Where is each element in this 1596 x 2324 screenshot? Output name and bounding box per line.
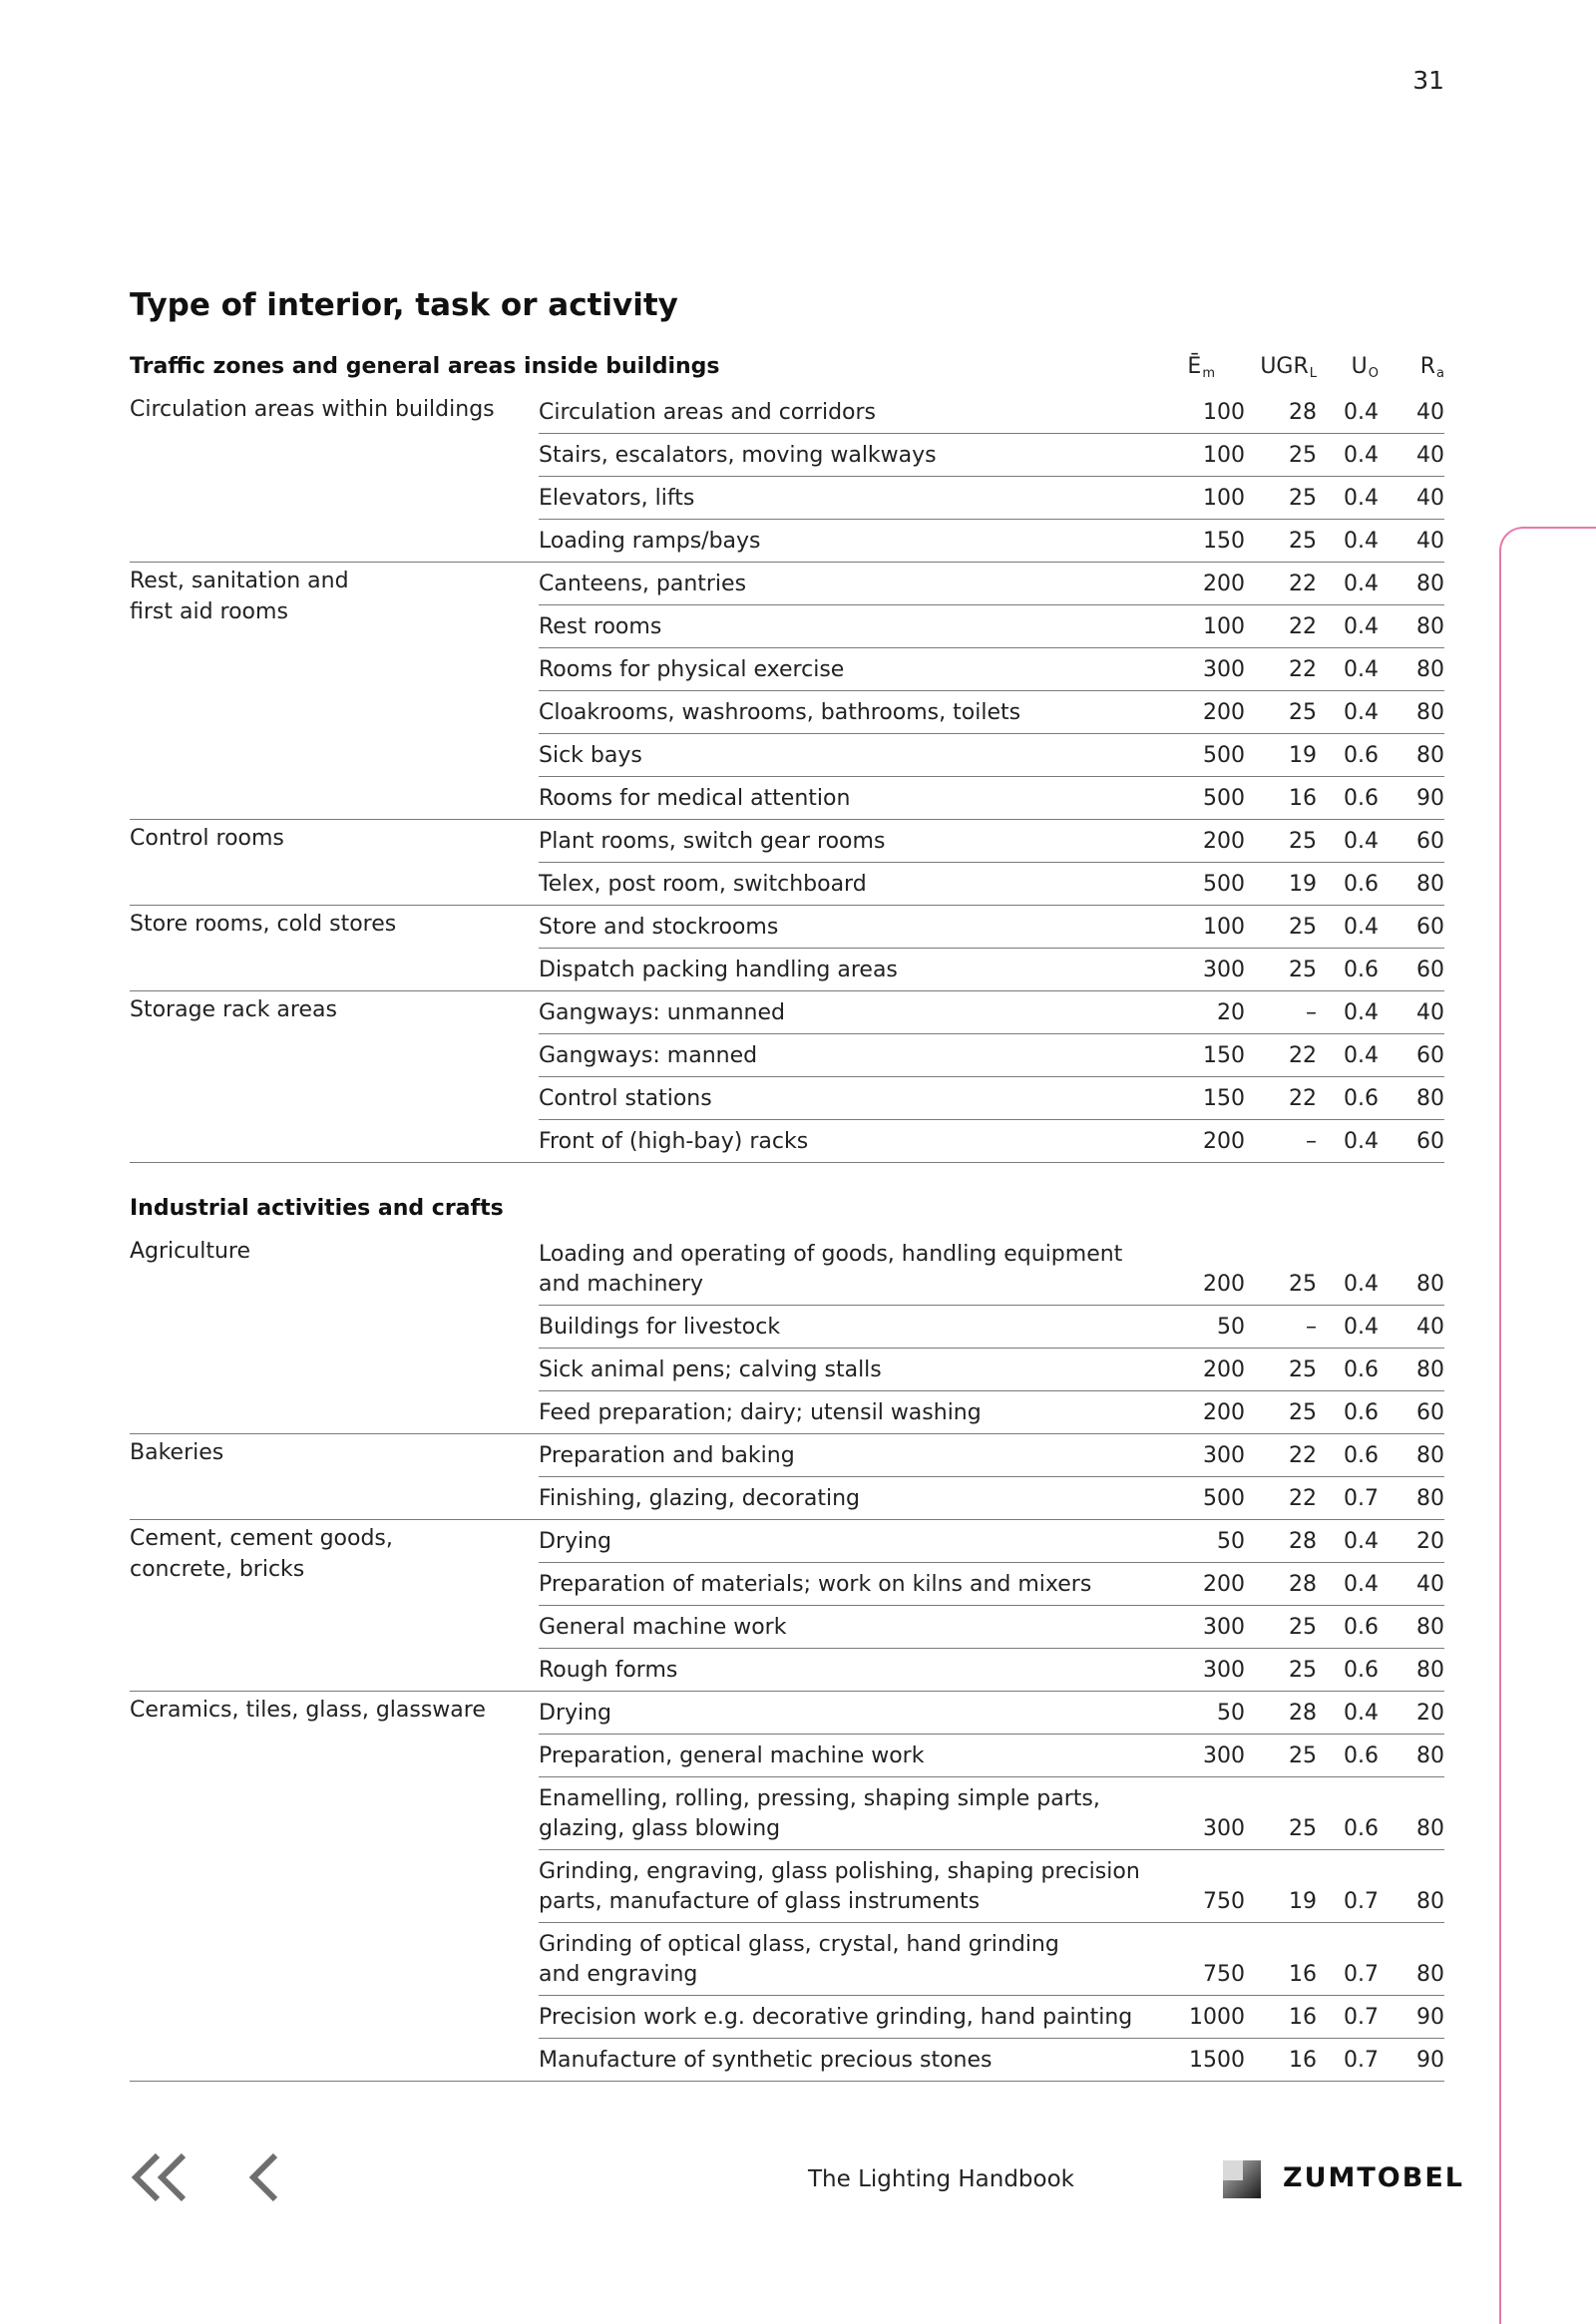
value-em: 500 bbox=[1203, 1486, 1245, 1511]
table-group bbox=[130, 906, 1444, 991]
task-name: Control stations bbox=[539, 1086, 712, 1111]
section-header bbox=[130, 349, 1444, 391]
double-chevron-left-icon bbox=[128, 2149, 190, 2205]
task-name: Preparation, general machine work bbox=[539, 1743, 925, 1768]
value-em: 50 bbox=[1217, 1701, 1245, 1726]
value-uo: 0.6 bbox=[1344, 1357, 1379, 1382]
value-ra: 40 bbox=[1416, 486, 1444, 511]
table-row bbox=[539, 1233, 1444, 1306]
table-row bbox=[539, 1120, 1444, 1162]
value-uo: 0.6 bbox=[1344, 786, 1379, 811]
value-ugr: 28 bbox=[1289, 1529, 1317, 1554]
task-name: Elevators, lifts bbox=[539, 486, 695, 511]
table-row bbox=[539, 1777, 1444, 1850]
value-em: 500 bbox=[1203, 743, 1245, 768]
value-em: 200 bbox=[1203, 572, 1245, 596]
table-row bbox=[539, 906, 1444, 949]
group-rows bbox=[539, 820, 1444, 905]
column-header-ra-symbol: R bbox=[1419, 354, 1436, 379]
task-name: Preparation of materials; work on kilns and mixers bbox=[539, 1572, 1092, 1597]
table-row bbox=[539, 1923, 1444, 1996]
section-spacer bbox=[130, 1163, 1444, 1191]
value-uo: 0.4 bbox=[1344, 1315, 1379, 1340]
table-row bbox=[539, 991, 1444, 1034]
value-uo: 0.4 bbox=[1344, 829, 1379, 854]
table-row bbox=[539, 1520, 1444, 1563]
table-group bbox=[130, 1692, 1444, 2082]
task-name: Grinding, engraving, glass polishing, shaping precision parts, manufacture of glass instruments bbox=[539, 1859, 1140, 1914]
value-ugr: 25 bbox=[1289, 1658, 1317, 1683]
value-uo: 0.4 bbox=[1344, 529, 1379, 554]
table-row bbox=[539, 820, 1444, 863]
value-ra: 60 bbox=[1416, 958, 1444, 982]
value-ugr: 28 bbox=[1289, 400, 1317, 425]
table-group bbox=[130, 820, 1444, 906]
column-header-uo bbox=[1352, 349, 1379, 392]
task-name: Enamelling, rolling, pressing, shaping simple parts, glazing, glass blowing bbox=[539, 1786, 1100, 1841]
chevron-left-icon bbox=[247, 2149, 283, 2205]
value-ugr: 25 bbox=[1289, 1400, 1317, 1425]
value-em: 300 bbox=[1203, 1615, 1245, 1640]
task-name: Rooms for medical attention bbox=[539, 786, 851, 811]
zumtobel-logo-mark bbox=[1223, 2160, 1261, 2198]
brand-name: ZUMTOBEL bbox=[1283, 2162, 1464, 2193]
task-name: Grinding of optical glass, crystal, hand grinding and engraving bbox=[539, 1932, 1059, 1987]
table-row bbox=[539, 1477, 1444, 1519]
table-row bbox=[539, 563, 1444, 605]
value-ugr: 19 bbox=[1289, 1889, 1317, 1914]
value-ugr: 22 bbox=[1289, 1443, 1317, 1468]
value-ugr: – bbox=[1306, 1000, 1317, 1025]
value-em: 200 bbox=[1203, 829, 1245, 854]
section-title: Industrial activities and crafts bbox=[130, 1196, 504, 1221]
group-rows bbox=[539, 1520, 1444, 1691]
value-ugr: 25 bbox=[1289, 1743, 1317, 1768]
value-uo: 0.7 bbox=[1344, 1889, 1379, 1914]
value-ra: 80 bbox=[1416, 572, 1444, 596]
group-label: Storage rack areas bbox=[130, 997, 337, 1022]
value-em: 150 bbox=[1203, 529, 1245, 554]
value-em: 100 bbox=[1203, 486, 1245, 511]
column-header-em-subscript: m bbox=[1202, 366, 1215, 381]
task-name: Loading ramps/bays bbox=[539, 529, 761, 554]
value-ugr: 19 bbox=[1289, 743, 1317, 768]
column-headers bbox=[1147, 349, 1444, 385]
value-ra: 90 bbox=[1416, 786, 1444, 811]
value-ra: 80 bbox=[1416, 1443, 1444, 1468]
value-ugr: 25 bbox=[1289, 1357, 1317, 1382]
column-header-ugr bbox=[1260, 349, 1317, 392]
table-group bbox=[130, 1233, 1444, 1434]
value-ugr: 28 bbox=[1289, 1572, 1317, 1597]
task-name: Sick bays bbox=[539, 743, 642, 768]
value-ra: 80 bbox=[1416, 1615, 1444, 1640]
table-group bbox=[130, 991, 1444, 1163]
value-em: 100 bbox=[1203, 443, 1245, 468]
value-ugr: 25 bbox=[1289, 529, 1317, 554]
value-ra: 60 bbox=[1416, 915, 1444, 940]
value-em: 150 bbox=[1203, 1086, 1245, 1111]
column-header-ra bbox=[1420, 349, 1444, 392]
task-name: Canteens, pantries bbox=[539, 572, 747, 596]
table-row bbox=[539, 1077, 1444, 1120]
value-em: 100 bbox=[1203, 614, 1245, 639]
task-name: Precision work e.g. decorative grinding, hand painting bbox=[539, 2005, 1133, 2030]
value-ugr: 22 bbox=[1289, 1043, 1317, 1068]
value-ugr: 25 bbox=[1289, 1615, 1317, 1640]
value-uo: 0.4 bbox=[1344, 700, 1379, 725]
table-row bbox=[539, 1034, 1444, 1077]
value-uo: 0.7 bbox=[1344, 1486, 1379, 1511]
column-header-em-symbol: Ē bbox=[1187, 354, 1202, 379]
value-ra: 80 bbox=[1416, 614, 1444, 639]
group-label: Bakeries bbox=[130, 1440, 224, 1465]
table-row bbox=[539, 477, 1444, 520]
task-name: Gangways: manned bbox=[539, 1043, 758, 1068]
value-ugr: – bbox=[1306, 1315, 1317, 1340]
task-name: Buildings for livestock bbox=[539, 1315, 781, 1340]
value-em: 300 bbox=[1203, 657, 1245, 682]
table-row bbox=[539, 777, 1444, 819]
value-uo: 0.7 bbox=[1344, 1962, 1379, 1987]
value-uo: 0.6 bbox=[1344, 1443, 1379, 1468]
table-row bbox=[539, 1996, 1444, 2039]
value-em: 50 bbox=[1217, 1315, 1245, 1340]
value-ra: 40 bbox=[1416, 529, 1444, 554]
value-uo: 0.6 bbox=[1344, 1743, 1379, 1768]
task-name: Rooms for physical exercise bbox=[539, 657, 845, 682]
value-uo: 0.6 bbox=[1344, 958, 1379, 982]
value-em: 750 bbox=[1203, 1962, 1245, 1987]
value-ra: 40 bbox=[1416, 1315, 1444, 1340]
value-em: 300 bbox=[1203, 1816, 1245, 1841]
column-header-uo-subscript: O bbox=[1368, 366, 1379, 381]
value-ugr: 25 bbox=[1289, 915, 1317, 940]
value-ra: 90 bbox=[1416, 2005, 1444, 2030]
zumtobel-logo[interactable] bbox=[1223, 2160, 1464, 2200]
value-em: 50 bbox=[1217, 1529, 1245, 1554]
table-row bbox=[539, 1391, 1444, 1433]
value-ugr: 25 bbox=[1289, 486, 1317, 511]
table-row bbox=[539, 520, 1444, 562]
value-uo: 0.6 bbox=[1344, 743, 1379, 768]
value-em: 20 bbox=[1217, 1000, 1245, 1025]
value-uo: 0.4 bbox=[1344, 657, 1379, 682]
value-uo: 0.6 bbox=[1344, 1615, 1379, 1640]
task-name: Preparation and baking bbox=[539, 1443, 795, 1468]
section-title: Traffic zones and general areas inside buildings bbox=[130, 354, 720, 379]
table-row bbox=[539, 605, 1444, 648]
table-row bbox=[539, 1649, 1444, 1691]
value-ugr: 22 bbox=[1289, 657, 1317, 682]
column-header-ra-subscript: a bbox=[1436, 366, 1444, 381]
value-ra: 80 bbox=[1416, 1743, 1444, 1768]
column-header-uo-symbol: U bbox=[1351, 354, 1368, 379]
task-name: Rest rooms bbox=[539, 614, 662, 639]
value-em: 500 bbox=[1203, 786, 1245, 811]
group-label: Circulation areas within buildings bbox=[130, 397, 495, 422]
section-header bbox=[130, 1191, 1444, 1233]
value-em: 200 bbox=[1203, 1272, 1245, 1297]
value-ugr: 28 bbox=[1289, 1701, 1317, 1726]
task-name: Cloakrooms, washrooms, bathrooms, toilets bbox=[539, 700, 1021, 725]
value-em: 300 bbox=[1203, 1443, 1245, 1468]
table-row bbox=[539, 949, 1444, 990]
value-uo: 0.4 bbox=[1344, 1043, 1379, 1068]
task-name: Stairs, escalators, moving walkways bbox=[539, 443, 937, 468]
task-name: Manufacture of synthetic precious stones bbox=[539, 2048, 993, 2073]
value-uo: 0.4 bbox=[1344, 486, 1379, 511]
value-uo: 0.4 bbox=[1344, 614, 1379, 639]
task-name: Dispatch packing handling areas bbox=[539, 958, 898, 982]
side-tab-border bbox=[1499, 527, 1596, 2324]
task-name: Finishing, glazing, decorating bbox=[539, 1486, 860, 1511]
previous-page-button[interactable] bbox=[247, 2149, 283, 2205]
value-em: 200 bbox=[1203, 1400, 1245, 1425]
value-ugr: 22 bbox=[1289, 1486, 1317, 1511]
value-uo: 0.4 bbox=[1344, 1572, 1379, 1597]
table-group bbox=[130, 1520, 1444, 1692]
value-ugr: 16 bbox=[1289, 786, 1317, 811]
column-header-ugr-symbol: UGR bbox=[1260, 354, 1309, 379]
task-name: Drying bbox=[539, 1701, 612, 1726]
value-ugr: – bbox=[1306, 1129, 1317, 1154]
table-group bbox=[130, 563, 1444, 820]
value-ugr: 22 bbox=[1289, 572, 1317, 596]
task-name: Drying bbox=[539, 1529, 612, 1554]
group-label: Cement, cement goods, concrete, bricks bbox=[130, 1526, 393, 1582]
value-ra: 80 bbox=[1416, 1357, 1444, 1382]
value-uo: 0.4 bbox=[1344, 1000, 1379, 1025]
table-group bbox=[130, 1434, 1444, 1520]
page-number: 31 bbox=[1412, 66, 1444, 95]
group-label: Ceramics, tiles, glass, glassware bbox=[130, 1698, 486, 1723]
value-ra: 80 bbox=[1416, 1486, 1444, 1511]
table-row bbox=[539, 1850, 1444, 1923]
value-ugr: 25 bbox=[1289, 1272, 1317, 1297]
task-name: General machine work bbox=[539, 1615, 787, 1640]
table-row bbox=[539, 1735, 1444, 1777]
value-em: 200 bbox=[1203, 1357, 1245, 1382]
value-ugr: 25 bbox=[1289, 1816, 1317, 1841]
group-rows bbox=[539, 1434, 1444, 1519]
group-label: Store rooms, cold stores bbox=[130, 912, 397, 937]
value-uo: 0.7 bbox=[1344, 2005, 1379, 2030]
value-ugr: 19 bbox=[1289, 872, 1317, 897]
table-row bbox=[539, 1349, 1444, 1391]
value-ugr: 25 bbox=[1289, 700, 1317, 725]
table-row bbox=[539, 1692, 1444, 1735]
value-uo: 0.4 bbox=[1344, 400, 1379, 425]
task-name: Store and stockrooms bbox=[539, 915, 779, 940]
table-row bbox=[539, 2039, 1444, 2081]
group-label: Rest, sanitation and first aid rooms bbox=[130, 569, 349, 624]
value-ra: 60 bbox=[1416, 829, 1444, 854]
value-ra: 60 bbox=[1416, 1129, 1444, 1154]
value-uo: 0.4 bbox=[1344, 1129, 1379, 1154]
value-ra: 20 bbox=[1416, 1701, 1444, 1726]
task-name: Plant rooms, switch gear rooms bbox=[539, 829, 886, 854]
table-row bbox=[539, 1563, 1444, 1606]
value-ra: 80 bbox=[1416, 872, 1444, 897]
value-em: 200 bbox=[1203, 1129, 1245, 1154]
column-header-ugr-subscript: L bbox=[1309, 366, 1317, 381]
task-name: Circulation areas and corridors bbox=[539, 400, 877, 425]
value-ra: 80 bbox=[1416, 1816, 1444, 1841]
task-name: Sick animal pens; calving stalls bbox=[539, 1357, 882, 1382]
value-ugr: 16 bbox=[1289, 2048, 1317, 2073]
value-ra: 80 bbox=[1416, 1962, 1444, 1987]
task-name: Rough forms bbox=[539, 1658, 678, 1683]
page-title: Type of interior, task or activity bbox=[130, 287, 678, 323]
group-rows bbox=[539, 391, 1444, 562]
value-ra: 40 bbox=[1416, 443, 1444, 468]
task-name: Gangways: unmanned bbox=[539, 1000, 785, 1025]
value-ugr: 25 bbox=[1289, 443, 1317, 468]
value-em: 150 bbox=[1203, 1043, 1245, 1068]
value-uo: 0.4 bbox=[1344, 915, 1379, 940]
value-em: 100 bbox=[1203, 915, 1245, 940]
group-rows bbox=[539, 991, 1444, 1162]
value-ra: 90 bbox=[1416, 2048, 1444, 2073]
value-em: 100 bbox=[1203, 400, 1245, 425]
value-uo: 0.6 bbox=[1344, 1400, 1379, 1425]
footer-title: The Lighting Handbook bbox=[808, 2166, 1074, 2192]
value-em: 750 bbox=[1203, 1889, 1245, 1914]
value-ra: 80 bbox=[1416, 743, 1444, 768]
group-rows bbox=[539, 1692, 1444, 2081]
value-ra: 40 bbox=[1416, 1000, 1444, 1025]
group-label: Agriculture bbox=[130, 1239, 250, 1264]
value-ugr: 16 bbox=[1289, 1962, 1317, 1987]
value-uo: 0.4 bbox=[1344, 1529, 1379, 1554]
table-row bbox=[539, 734, 1444, 777]
value-em: 300 bbox=[1203, 1658, 1245, 1683]
group-rows bbox=[539, 1233, 1444, 1433]
value-ugr: 22 bbox=[1289, 1086, 1317, 1111]
value-ra: 80 bbox=[1416, 700, 1444, 725]
value-ra: 20 bbox=[1416, 1529, 1444, 1554]
value-ra: 80 bbox=[1416, 657, 1444, 682]
value-ra: 80 bbox=[1416, 1889, 1444, 1914]
value-ra: 80 bbox=[1416, 1658, 1444, 1683]
table-row bbox=[539, 648, 1444, 691]
value-ra: 60 bbox=[1416, 1043, 1444, 1068]
value-uo: 0.7 bbox=[1344, 2048, 1379, 2073]
task-name: Feed preparation; dairy; utensil washing bbox=[539, 1400, 982, 1425]
table-row bbox=[539, 434, 1444, 477]
lighting-requirements-table bbox=[130, 349, 1444, 2082]
value-em: 1000 bbox=[1189, 2005, 1245, 2030]
group-label: Control rooms bbox=[130, 826, 284, 851]
value-uo: 0.4 bbox=[1344, 1701, 1379, 1726]
value-uo: 0.6 bbox=[1344, 1816, 1379, 1841]
group-rows bbox=[539, 906, 1444, 990]
table-group bbox=[130, 391, 1444, 563]
value-ra: 80 bbox=[1416, 1086, 1444, 1111]
value-uo: 0.6 bbox=[1344, 1658, 1379, 1683]
value-ugr: 25 bbox=[1289, 958, 1317, 982]
value-em: 500 bbox=[1203, 872, 1245, 897]
value-em: 200 bbox=[1203, 700, 1245, 725]
value-ra: 40 bbox=[1416, 1572, 1444, 1597]
task-name: Telex, post room, switchboard bbox=[539, 872, 867, 897]
value-ra: 80 bbox=[1416, 1272, 1444, 1297]
task-name: Loading and operating of goods, handling equipment and machinery bbox=[539, 1242, 1123, 1297]
value-em: 1500 bbox=[1189, 2048, 1245, 2073]
value-ra: 40 bbox=[1416, 400, 1444, 425]
table-row bbox=[539, 691, 1444, 734]
table-row bbox=[539, 1606, 1444, 1649]
column-header-em bbox=[1187, 349, 1215, 392]
value-uo: 0.6 bbox=[1344, 1086, 1379, 1111]
table-row bbox=[539, 863, 1444, 905]
value-uo: 0.6 bbox=[1344, 872, 1379, 897]
value-ra: 60 bbox=[1416, 1400, 1444, 1425]
value-uo: 0.4 bbox=[1344, 1272, 1379, 1297]
value-em: 200 bbox=[1203, 1572, 1245, 1597]
first-page-button[interactable] bbox=[128, 2149, 190, 2205]
value-ugr: 22 bbox=[1289, 614, 1317, 639]
table-row bbox=[539, 1434, 1444, 1477]
value-em: 300 bbox=[1203, 1743, 1245, 1768]
value-em: 300 bbox=[1203, 958, 1245, 982]
value-ugr: 25 bbox=[1289, 829, 1317, 854]
value-uo: 0.4 bbox=[1344, 443, 1379, 468]
task-name: Front of (high-bay) racks bbox=[539, 1129, 809, 1154]
value-uo: 0.4 bbox=[1344, 572, 1379, 596]
table-row bbox=[539, 1306, 1444, 1349]
value-ugr: 16 bbox=[1289, 2005, 1317, 2030]
table-row bbox=[539, 391, 1444, 434]
group-rows bbox=[539, 563, 1444, 819]
